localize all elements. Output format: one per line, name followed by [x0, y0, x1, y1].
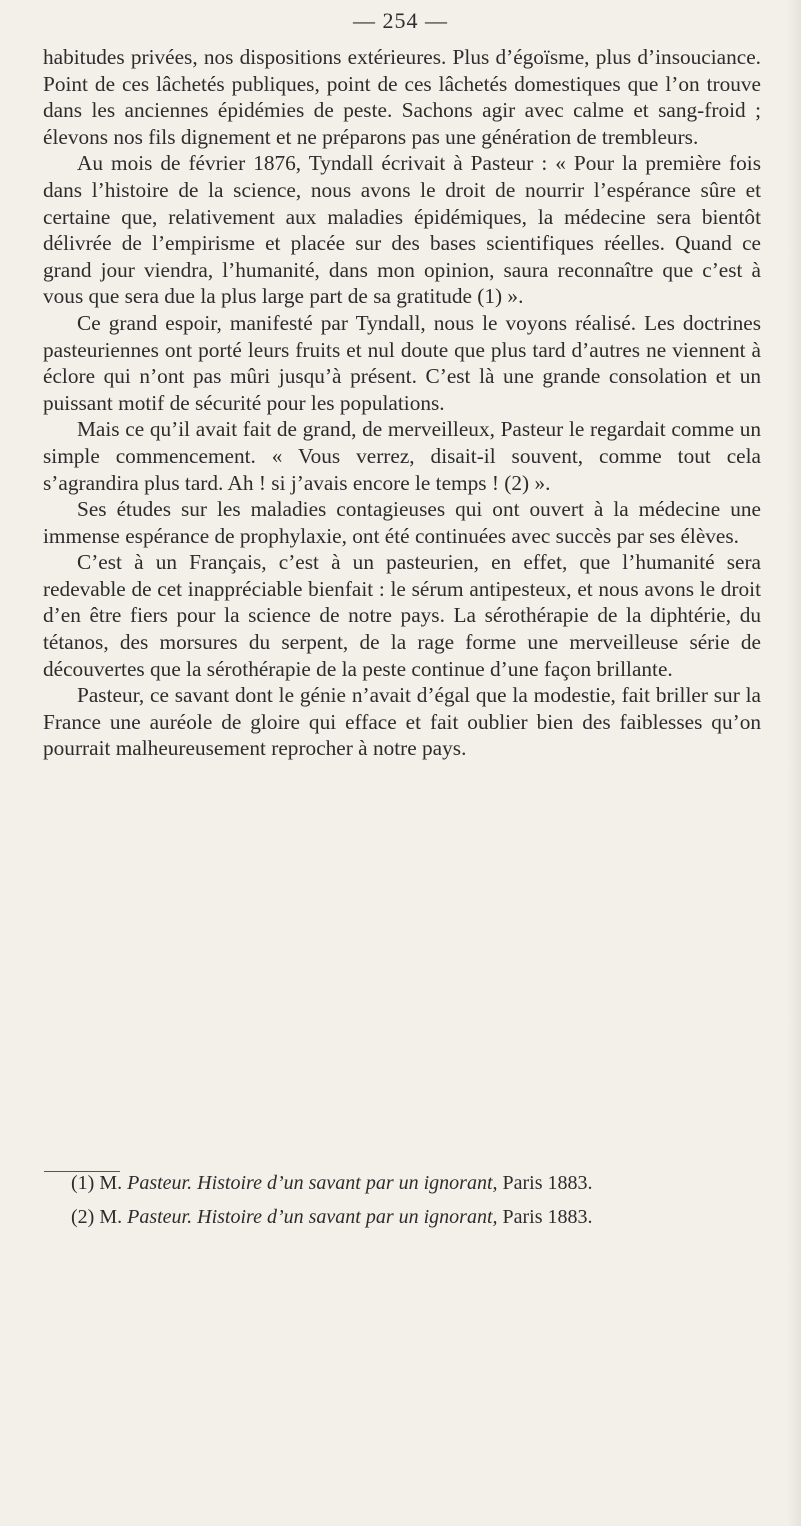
footnote-place: Paris 1883.: [502, 1206, 593, 1228]
footnote-title: Pasteur. Histoire d’un savant par un ignorant,: [127, 1172, 498, 1194]
paragraph-3: Ce grand espoir, manifesté par Tyndall, nous le voyons réalisé. Les doctrines pasteuriennes ont porté leurs fruits et nul doute que plus tard d’autres ne viennent à éclore qui n’ont pas mûri jusqu’à présent. C’est là une grande consolation et un puissant motif de sécurité pour les populations.: [43, 310, 761, 415]
paragraph-1: habitudes privées, nos dispositions extérieures. Plus d’égoïsme, plus d’insouciance. Point de ces lâchetés publiques, point de ces lâchetés domestiques que l’on trouve dans les anciennes épidémies de peste. Sachons agir avec calme et sang-froid ; élevons nos fils dignement et ne préparons pas une génération de trembleurs.: [43, 45, 761, 149]
body-text: [43, 44, 761, 762]
footnote-1: [43, 1172, 761, 1194]
paragraph-2: Au mois de février 1876, Tyndall écrivait à Pasteur : « Pour la première fois dans l’histoire de la science, nous avons le droit de nourrir l’espérance sûre et certaine que, relativement aux maladies épidémiques, la médecine sera bientôt délivrée de l’empirisme et placée sur des bases scientifiques réelles. Quand ce grand jour viendra, l’humanité, dans mon opinion, saura reconnaître que c’est à vous que sera due la plus large part de sa gratitude (1) ».: [43, 151, 761, 309]
page-edge-shadow: [787, 0, 801, 1526]
footnote-place: Paris 1883.: [502, 1172, 593, 1194]
footnotes: [43, 1172, 761, 1240]
paragraph-5: Ses études sur les maladies contagieuses qui ont ouvert à la médecine une immense espérance de prophylaxie, ont été continuées avec succès par ses élèves.: [43, 497, 761, 548]
paragraph-6: C’est à un Français, c’est à un pasteurien, en effet, que l’humanité sera redevable de cet inappréciable bienfait : le sérum antipesteux, et nous avons le droit d’en être fiers pour la science de notre pays. La sérothérapie de la diphtérie, du tétanos, des morsures du serpent, de la rage forme une merveilleuse série de découvertes que la sérothérapie de la peste continue d’une façon brillante.: [43, 550, 761, 681]
paragraph-4: Mais ce qu’il avait fait de grand, de merveilleux, Pasteur le regardait comme un simple commencement. « Vous verrez, disait-il souvent, comme tout cela s’agrandira plus tard. Ah ! si j’avais encore le temps ! (2) ».: [43, 417, 761, 495]
page-number-header: — 254 —: [353, 8, 448, 33]
footnote-marker: (2): [71, 1206, 95, 1228]
footnote-author: M.: [99, 1172, 123, 1194]
footnote-marker: (1): [71, 1172, 95, 1194]
footnote-author: M.: [99, 1206, 123, 1228]
footnote-2: [43, 1206, 761, 1228]
footnote-title: Pasteur. Histoire d’un savant par un ignorant,: [127, 1206, 498, 1228]
paragraph-7: Pasteur, ce savant dont le génie n’avait d’égal que la modestie, fait briller sur la France une auréole de gloire qui efface et fait oublier bien des faiblesses qu’on pourrait malheureusement reprocher à notre pays.: [43, 683, 761, 761]
